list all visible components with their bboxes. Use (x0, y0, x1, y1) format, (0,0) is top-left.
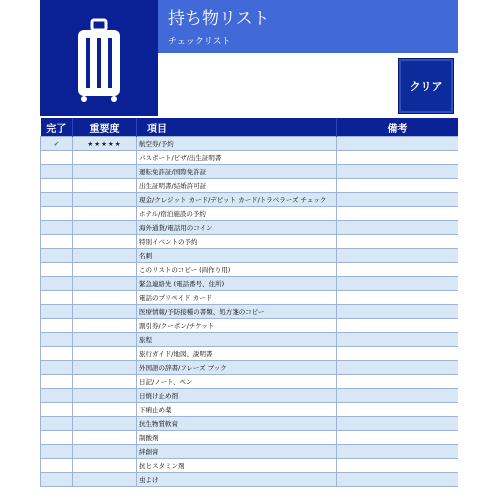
header-icon-panel (40, 0, 158, 116)
table-row (41, 347, 459, 361)
table-row (41, 375, 459, 389)
header-priority[interactable]: 重要度 (73, 118, 137, 137)
done-cell[interactable] (41, 473, 73, 487)
notes-cell[interactable] (337, 207, 459, 221)
done-cell[interactable] (41, 305, 73, 319)
table-row (41, 417, 459, 431)
table-row (41, 473, 459, 487)
notes-cell[interactable] (337, 389, 459, 403)
item-cell[interactable]: 虫よけ (137, 473, 337, 487)
clear-button[interactable]: クリア (398, 58, 454, 114)
priority-cell[interactable] (73, 389, 137, 403)
done-cell[interactable] (41, 445, 73, 459)
priority-cell[interactable] (73, 375, 137, 389)
notes-cell[interactable] (337, 137, 459, 151)
notes-cell[interactable] (337, 151, 459, 165)
item-cell[interactable]: 名刺 (137, 249, 337, 263)
table-row (41, 431, 459, 445)
done-cell[interactable] (41, 375, 73, 389)
checklist-table (40, 118, 458, 487)
notes-cell[interactable] (337, 305, 459, 319)
notes-cell[interactable] (337, 361, 459, 375)
item-cell[interactable]: 抗ヒスタミン剤 (137, 459, 337, 473)
notes-cell[interactable] (337, 179, 459, 193)
done-cell[interactable] (41, 403, 73, 417)
notes-cell[interactable] (337, 165, 459, 179)
item-cell[interactable]: このリストのコピー (両作り用) (137, 263, 337, 277)
table-row (41, 459, 459, 473)
priority-cell[interactable] (73, 445, 137, 459)
table-row (41, 179, 459, 193)
table-row (41, 235, 459, 249)
table-row (41, 137, 459, 151)
table-header-row (41, 118, 459, 137)
item-cell[interactable]: 電話のプリペイド カード (137, 291, 337, 305)
item-cell[interactable]: パスポート/ビザ/出生証明書 (137, 151, 337, 165)
done-cell[interactable] (41, 291, 73, 305)
done-cell[interactable] (41, 347, 73, 361)
done-cell[interactable] (41, 235, 73, 249)
header-done[interactable]: 完了 (41, 118, 73, 137)
priority-cell[interactable] (73, 263, 137, 277)
priority-cell[interactable] (73, 431, 137, 445)
priority-cell[interactable] (73, 291, 137, 305)
priority-cell[interactable] (73, 165, 137, 179)
done-cell[interactable] (41, 319, 73, 333)
item-cell[interactable]: 絆創膏 (137, 445, 337, 459)
priority-cell[interactable] (73, 319, 137, 333)
notes-cell[interactable] (337, 403, 459, 417)
priority-cell[interactable] (73, 361, 137, 375)
header-notes[interactable]: 備考 (337, 118, 459, 137)
item-cell[interactable]: 医療情報/予防接種の書類、処方箋のコピー (137, 305, 337, 319)
sheet-frame (40, 0, 458, 500)
done-cell[interactable] (41, 389, 73, 403)
priority-cell[interactable] (73, 403, 137, 417)
item-cell[interactable]: 旅程 (137, 333, 337, 347)
table-row (41, 291, 459, 305)
notes-cell[interactable] (337, 431, 459, 445)
priority-cell[interactable]: ★★★★★ (73, 137, 137, 151)
done-cell[interactable] (41, 151, 73, 165)
item-cell[interactable]: 特別イベントの予約 (137, 235, 337, 249)
item-cell[interactable]: 運転免許証/国際免許証 (137, 165, 337, 179)
done-cell[interactable] (41, 207, 73, 221)
priority-cell[interactable] (73, 333, 137, 347)
notes-cell[interactable] (337, 319, 459, 333)
priority-cell[interactable] (73, 277, 137, 291)
notes-cell[interactable] (337, 347, 459, 361)
notes-cell[interactable] (337, 263, 459, 277)
header-item[interactable]: 項目 (137, 118, 337, 137)
item-cell[interactable]: ホテル/宿泊施設の予約 (137, 207, 337, 221)
done-cell[interactable] (41, 249, 73, 263)
table-row (41, 389, 459, 403)
notes-cell[interactable] (337, 291, 459, 305)
notes-cell[interactable] (337, 235, 459, 249)
table-row (41, 319, 459, 333)
table-row (41, 403, 459, 417)
notes-cell[interactable] (337, 249, 459, 263)
priority-cell[interactable] (73, 305, 137, 319)
notes-cell[interactable] (337, 193, 459, 207)
page-subtitle: チェックリスト (168, 37, 231, 47)
item-cell[interactable]: 下痢止め薬 (137, 403, 337, 417)
priority-cell[interactable] (73, 151, 137, 165)
table-row (41, 445, 459, 459)
done-cell[interactable] (41, 277, 73, 291)
done-cell[interactable] (41, 263, 73, 277)
item-cell[interactable]: 外国語の辞書/フレーズ ブック (137, 361, 337, 375)
suitcase-icon (40, 0, 158, 116)
item-cell[interactable]: 旅行ガイド/地図、説明書 (137, 347, 337, 361)
table-row (41, 193, 459, 207)
done-cell[interactable] (41, 179, 73, 193)
priority-cell[interactable] (73, 473, 137, 487)
done-cell[interactable] (41, 165, 73, 179)
table-row (41, 277, 459, 291)
table-row (41, 263, 459, 277)
done-cell[interactable] (41, 417, 73, 431)
item-cell[interactable]: 抗生物質軟膏 (137, 417, 337, 431)
notes-cell[interactable] (337, 417, 459, 431)
done-cell[interactable]: ✔ (41, 137, 73, 151)
item-cell[interactable]: 緊急連絡先 (電話番号、住所) (137, 277, 337, 291)
priority-cell[interactable] (73, 417, 137, 431)
table-row (41, 361, 459, 375)
done-cell[interactable] (41, 459, 73, 473)
notes-cell[interactable] (337, 333, 459, 347)
item-cell[interactable]: 日記/ノート、ペン (137, 375, 337, 389)
table-row (41, 305, 459, 319)
priority-cell[interactable] (73, 207, 137, 221)
table-row (41, 249, 459, 263)
table-row (41, 221, 459, 235)
notes-cell[interactable] (337, 445, 459, 459)
table-row (41, 333, 459, 347)
item-cell[interactable]: 現金/クレジット カード/デビット カード/トラベラーズ チェック (137, 193, 337, 207)
priority-cell[interactable] (73, 235, 137, 249)
item-cell[interactable]: 日焼け止め剤 (137, 389, 337, 403)
done-cell[interactable] (41, 193, 73, 207)
table-row (41, 165, 459, 179)
notes-cell[interactable] (337, 375, 459, 389)
priority-cell[interactable] (73, 179, 137, 193)
table-row (41, 207, 459, 221)
priority-cell[interactable] (73, 347, 137, 361)
item-cell[interactable]: 割引券/クーポン/チケット (137, 319, 337, 333)
page-title: 持ち物リスト (168, 9, 270, 29)
notes-cell[interactable] (337, 473, 459, 487)
notes-cell[interactable] (337, 277, 459, 291)
done-cell[interactable] (41, 361, 73, 375)
done-cell[interactable] (41, 431, 73, 445)
priority-cell[interactable] (73, 193, 137, 207)
priority-cell[interactable] (73, 249, 137, 263)
notes-cell[interactable] (337, 221, 459, 235)
priority-cell[interactable] (73, 221, 137, 235)
item-cell[interactable]: 海外通貨/電話用のコイン (137, 221, 337, 235)
item-cell[interactable]: 航空券/予約 (137, 137, 337, 151)
item-cell[interactable]: 出生証明書/結婚許可証 (137, 179, 337, 193)
item-cell[interactable]: 制酸剤 (137, 431, 337, 445)
priority-cell[interactable] (73, 459, 137, 473)
done-cell[interactable] (41, 333, 73, 347)
done-cell[interactable] (41, 221, 73, 235)
title-band (158, 0, 458, 53)
table-row (41, 151, 459, 165)
notes-cell[interactable] (337, 459, 459, 473)
